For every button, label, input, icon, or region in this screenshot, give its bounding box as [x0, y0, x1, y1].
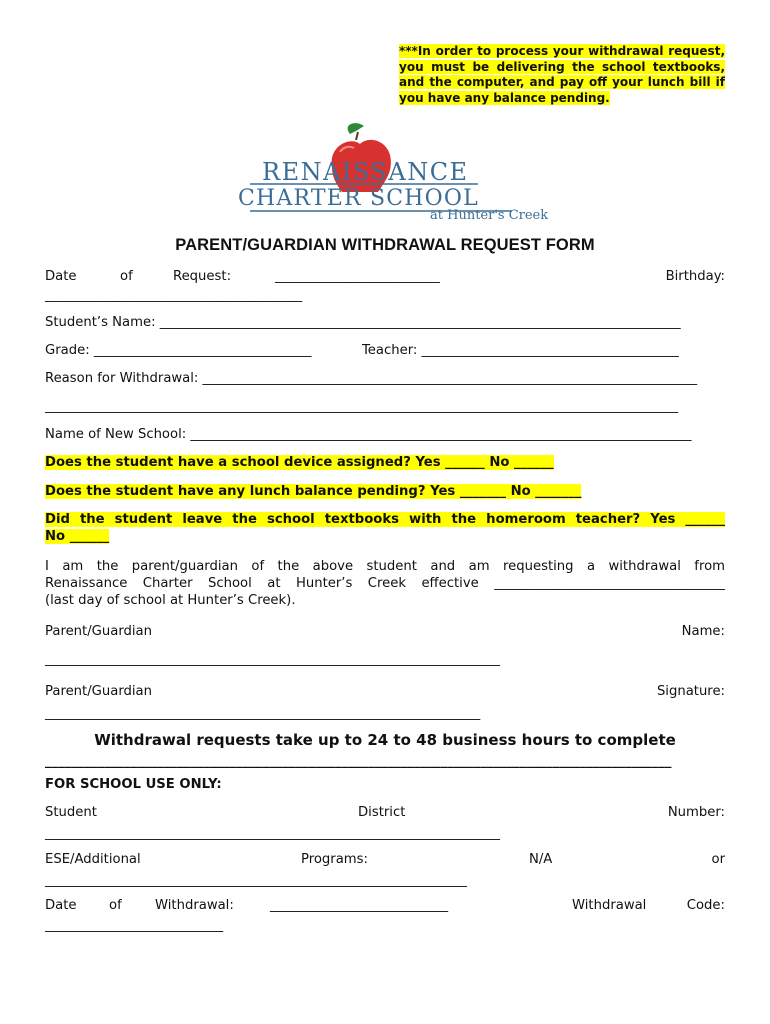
withdrawal-of-label: of	[109, 898, 122, 913]
na-label: N/A	[529, 852, 553, 867]
parent-signature-field[interactable]: __________________________________________________________________	[45, 706, 481, 721]
withdrawal-label: Withdrawal:	[155, 898, 234, 913]
logo-line-1: RENAISSANCE	[262, 158, 469, 186]
date-of-request-field[interactable]: _________________________	[275, 269, 440, 284]
logo-line-2: CHARTER SCHOOL	[238, 186, 479, 211]
withdrawal-date-field[interactable]: ___________________________	[270, 898, 449, 913]
student-district-number-field[interactable]: _____________________________________________________________________	[45, 826, 500, 841]
birthday-label: Birthday:	[665, 269, 725, 284]
code-label: Code:	[686, 898, 725, 913]
device-question-text: Does the student have a school device assigned? Yes ______ No ______	[45, 455, 554, 470]
of-label: of	[120, 269, 133, 284]
textbooks-question-line2: No ______	[45, 529, 110, 544]
textbooks-question-line1: Did the student leave the school textbooks with the homeroom teacher? Yes ______	[45, 512, 725, 527]
signature-label: Signature:	[656, 684, 725, 699]
parent-name-row	[45, 624, 725, 639]
parent-signature-row	[45, 684, 725, 699]
parent-statement	[45, 558, 725, 609]
school-logo	[232, 120, 552, 232]
withdrawal-date-label: Date	[45, 898, 77, 913]
district-label: District	[358, 805, 406, 820]
parent-name-field[interactable]: _____________________________________________________________________	[45, 652, 500, 667]
reason-continuation-field[interactable]: ________________________________________________________________________________________________	[45, 399, 678, 414]
student-name-field[interactable]: Student’s Name: _______________________________________________________________________________	[45, 315, 681, 330]
or-label: or	[711, 852, 725, 867]
number-label: Number:	[667, 805, 725, 820]
lunch-question[interactable]	[45, 484, 581, 499]
statement-line-2[interactable]: Renaissance Charter School at Hunter’s Creek effective ___________________________________	[45, 576, 725, 591]
withdrawal-code-label: Withdrawal	[572, 898, 647, 913]
new-school-field[interactable]: Name of New School: ____________________________________________________________________________	[45, 427, 692, 442]
parent-guardian-sig-label: Parent/Guardian	[45, 684, 152, 699]
statement-line-1: I am the parent/guardian of the above student and am requesting a withdrawal from	[45, 559, 725, 574]
school-use-heading: FOR SCHOOL USE ONLY:	[45, 777, 222, 792]
section-divider: _______________________________________________________________________________________________	[45, 754, 672, 769]
textbooks-question[interactable]	[45, 512, 725, 544]
withdrawal-notice	[399, 44, 725, 106]
ese-label: ESE/Additional	[45, 852, 141, 867]
device-question[interactable]	[45, 455, 554, 470]
ese-programs-field[interactable]: ________________________________________________________________	[45, 873, 467, 888]
programs-label: Programs:	[301, 852, 368, 867]
withdrawal-code-field[interactable]: ___________________________	[45, 918, 224, 933]
date-label: Date	[45, 269, 77, 284]
teacher-field[interactable]: Teacher: _______________________________________	[362, 343, 679, 358]
form-title: PARENT/GUARDIAN WITHDRAWAL REQUEST FORM	[175, 236, 595, 254]
request-label: Request:	[173, 269, 232, 284]
grade-field[interactable]: Grade: _________________________________	[45, 343, 312, 358]
birthday-field[interactable]: _______________________________________	[45, 288, 303, 303]
apple-leaf-icon	[348, 123, 364, 134]
processing-time-note: Withdrawal requests take up to 24 to 48 business hours to complete	[94, 731, 676, 749]
notice-text: ***In order to process your withdrawal request, you must be delivering the school textbooks, and the computer, and pay off your lunch bill if you have any balance pending.	[399, 44, 725, 105]
student-label: Student	[45, 805, 97, 820]
statement-line-3: (last day of school at Hunter’s Creek).	[45, 593, 296, 608]
name-label: Name:	[681, 624, 725, 639]
parent-guardian-label: Parent/Guardian	[45, 624, 152, 639]
reason-field[interactable]: Reason for Withdrawal: ___________________________________________________________________________	[45, 371, 698, 386]
logo-line-3: at Hunter's Creek	[430, 208, 549, 223]
lunch-question-text: Does the student have any lunch balance pending? Yes _______ No _______	[45, 484, 582, 499]
